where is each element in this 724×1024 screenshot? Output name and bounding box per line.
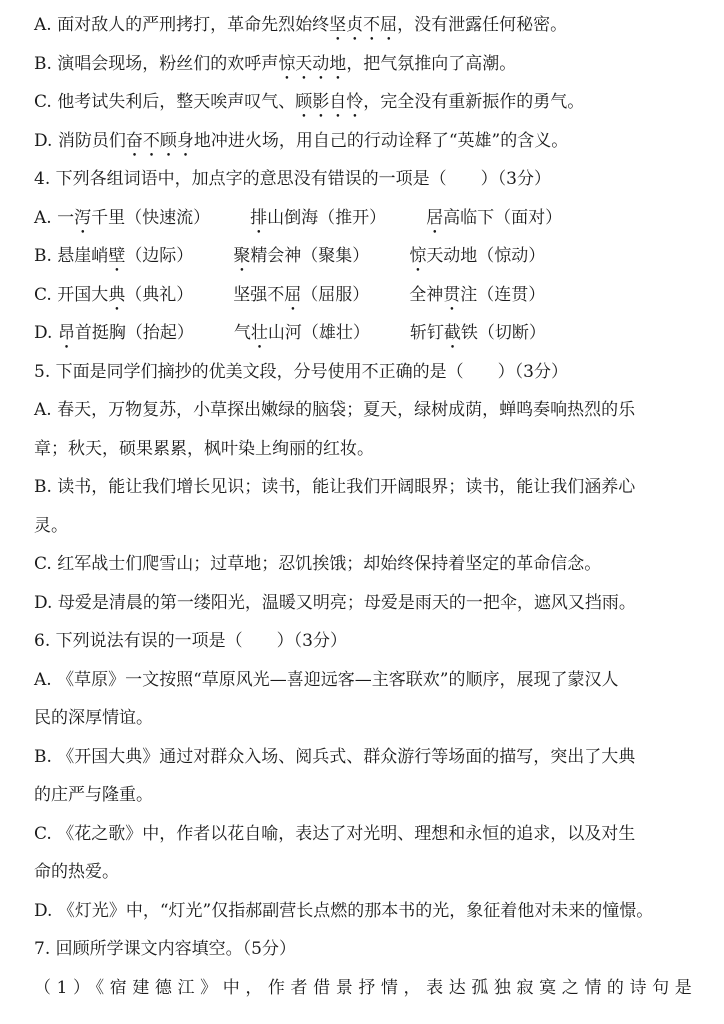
emphasized-text: 屈 — [284, 284, 302, 305]
text-line — [34, 930, 704, 969]
text-segment: 精会神（聚集） — [250, 246, 370, 266]
text-segment: 首挺胸（抬起） — [74, 323, 194, 343]
text-segment: 的庄严与隆重。 — [34, 785, 153, 805]
text-line — [34, 815, 704, 854]
text-segment: 5. 下面是同学们摘抄的优美文段，分号使用不正确的是（ ）（3分） — [34, 361, 568, 382]
emphasized-text: 坚贞不屈 — [329, 15, 398, 35]
emphasized-text: 壮 — [250, 323, 268, 343]
text-segment: A. 面对敌人的严刑拷打，革命先烈始终 — [34, 15, 330, 35]
emphasized-text: 贯 — [443, 284, 461, 305]
text-segment: C. 红军战士们爬雪山；过草地；忍饥挨饿；却始终保持着坚定的革命信念。 — [34, 554, 602, 574]
text-segment: A. 春天，万物复苏，小草探出嫩绿的脑袋；夏天，绿树成荫，蝉鸣奏响热烈的乐 — [34, 400, 636, 420]
text-line — [34, 314, 704, 353]
text-segment: 6. 下列说法有误的一项是（ ）（3分） — [34, 631, 347, 651]
emphasized-text: 排 — [250, 207, 268, 228]
text-segment: 命的热爱。 — [34, 862, 119, 882]
text-segment: 斩钉 — [409, 323, 444, 343]
text-line — [34, 468, 704, 507]
text-segment: 气 — [233, 323, 251, 343]
text-segment: （1）《宿建德江》中，作者借景抒情，表达孤独寂寞之情的诗句是 — [34, 977, 698, 998]
text-line — [34, 892, 704, 931]
text-segment: 铁（切断） — [460, 323, 546, 343]
text-segment: 灵。 — [34, 515, 68, 536]
text-segment: 7. 回顾所学课文内容填空。（5分） — [34, 939, 296, 959]
text-segment: 地冲进火场，用自己的行动诠释了“英雄”的含义。 — [193, 130, 569, 151]
text-line — [34, 507, 704, 546]
emphasized-text: 昂 — [57, 323, 75, 343]
text-line — [34, 545, 704, 584]
text-line — [34, 6, 704, 45]
emphasized-text: 奋不顾身 — [125, 130, 194, 151]
text-segment: B. 悬崖峭 — [34, 246, 109, 266]
text-line — [34, 853, 704, 892]
emphasized-text: 壁 — [108, 246, 126, 266]
text-segment: D. — [34, 323, 58, 343]
text-segment: 坚强不 — [233, 284, 285, 305]
text-segment: B. 演唱会现场，粉丝们的欢呼声 — [34, 53, 279, 74]
text-segment: 天动地（惊动） — [426, 246, 546, 266]
emphasized-text: 截 — [443, 323, 461, 343]
text-segment: C. 开国大 — [34, 284, 109, 305]
text-line — [34, 969, 704, 1008]
text-line — [34, 83, 704, 122]
text-segment: （边际） — [125, 246, 194, 266]
text-segment: 高临下（面对） — [443, 207, 563, 228]
text-segment: 全神 — [409, 284, 444, 305]
text-line — [34, 45, 704, 84]
text-line — [34, 430, 704, 469]
text-line — [34, 276, 704, 315]
text-segment: （典礼） — [125, 284, 194, 305]
text-segment: 4. 下列各组词语中，加点字的意思没有错误的一项是（ ）（3分） — [34, 169, 551, 189]
exam-page — [34, 6, 704, 1007]
emphasized-text: 惊 — [409, 246, 427, 266]
text-line — [34, 237, 704, 276]
text-line — [34, 160, 704, 199]
text-line — [34, 584, 704, 623]
text-segment: A. 《草原》一文按照“草原风光—喜迎远客—主客联欢”的顺序，展现了蒙汉人 — [34, 669, 619, 690]
text-line — [34, 353, 704, 392]
text-segment: C. 他考试失利后，整天唉声叹气、 — [34, 92, 296, 112]
text-line — [34, 391, 704, 430]
emphasized-text: 惊天动地 — [278, 53, 347, 74]
text-segment: 山倒海（推开） — [267, 207, 387, 228]
text-line — [34, 699, 704, 738]
text-segment: 山河（雄壮） — [267, 323, 370, 343]
text-segment: 章；秋天，硕果累累，枫叶染上绚丽的红妆。 — [34, 438, 374, 459]
emphasized-text: 顾影自怜 — [295, 92, 364, 112]
text-segment: D. 母爱是清晨的第一缕阳光，温暖又明亮；母爱是雨天的一把伞，遮风又挡雨。 — [34, 592, 636, 613]
text-segment: D. 消防员们 — [34, 130, 126, 151]
text-segment: （屈服） — [301, 284, 370, 305]
text-line — [34, 776, 704, 815]
text-segment: ，没有泄露任何秘密。 — [397, 15, 568, 35]
emphasized-text: 泻 — [74, 207, 92, 228]
text-segment: 注（连贯） — [460, 284, 546, 305]
emphasized-text: 聚 — [233, 246, 251, 266]
text-line — [34, 738, 704, 777]
text-line — [34, 122, 704, 161]
text-line — [34, 661, 704, 700]
text-segment: ，把气氛推向了高潮。 — [346, 53, 517, 74]
text-segment: A. 一 — [34, 207, 75, 228]
text-line — [34, 622, 704, 661]
text-segment: 千里（快速流） — [91, 207, 211, 228]
text-segment: B. 读书，能让我们增长见识；读书，能让我们开阔眼界；读书，能让我们涵养心 — [34, 477, 636, 497]
emphasized-text: 典 — [108, 284, 126, 305]
text-segment: D. 《灯光》中，“灯光”仅指郝副营长点燃的那本书的光，象征着他对未来的憧憬。 — [34, 900, 654, 921]
text-segment: 民的深厚情谊。 — [34, 708, 153, 728]
text-segment: B. 《开国大典》通过对群众入场、阅兵式、群众游行等场面的描写，突出了大典 — [34, 746, 636, 767]
emphasized-text: 居 — [426, 207, 444, 228]
text-line — [34, 199, 704, 238]
text-segment: ，完全没有重新振作的勇气。 — [363, 92, 585, 112]
text-segment: C. 《花之歌》中，作者以花自喻，表达了对光明、理想和永恒的追求，以及对生 — [34, 823, 636, 844]
